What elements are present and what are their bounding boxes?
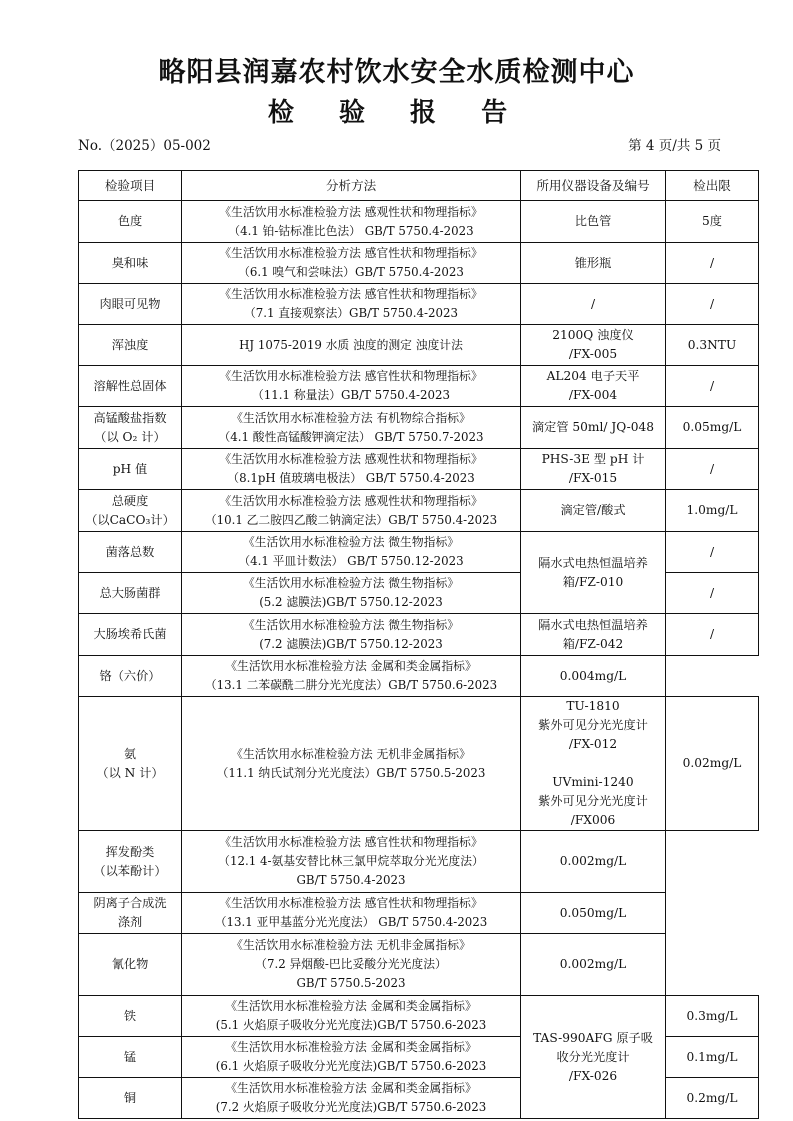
table-body	[79, 201, 759, 1119]
test-item-line: 铬（六价）	[99, 668, 161, 683]
detection-limit: /	[666, 243, 759, 284]
equipment-line: 滴定管 50ml/ JQ-048	[531, 420, 655, 434]
table-row	[79, 893, 759, 934]
analysis-method-line: 《生活饮用水标准检验方法 微生物指标》	[242, 535, 460, 549]
analysis-method-line: （12.1 4-氨基安替比林三氯甲烷萃取分光光度法）	[218, 854, 484, 868]
analysis-method-line: 《生活饮用水标准检验方法 金属和类金属指标》	[225, 999, 477, 1013]
detection-limit: /	[666, 614, 759, 656]
equipment	[521, 697, 666, 831]
equipment	[521, 490, 666, 532]
detection-limit: 0.3NTU	[666, 325, 759, 366]
equipment-line: 箱/FZ-042	[562, 636, 624, 651]
table-header-row	[79, 171, 759, 201]
analysis-method	[182, 532, 521, 573]
test-item	[79, 934, 182, 996]
test-item	[79, 407, 182, 449]
equipment	[521, 243, 666, 284]
analysis-method-line: （7.2 异烟酸-巴比妥酸分光光度法）	[255, 957, 447, 971]
table-row	[79, 366, 759, 407]
analysis-method-line: 《生活饮用水标准检验方法 感观性状和物理指标》	[219, 452, 483, 466]
table-row	[79, 697, 759, 831]
header-limit: 检出限	[666, 171, 759, 201]
header-item: 检验项目	[79, 171, 182, 201]
analysis-method-line: 《生活饮用水标准检验方法 感官性状和物理指标》	[219, 287, 483, 301]
test-item-line: （以苯酚计）	[93, 863, 167, 878]
equipment-line: /	[590, 296, 596, 311]
test-item-line: 总硬度	[111, 493, 149, 508]
test-item	[79, 325, 182, 366]
equipment-line: 隔水式电热恒温培养	[538, 555, 648, 570]
test-item-line: （以CaCO₃计）	[85, 512, 175, 527]
equipment-line: /FX-005	[568, 347, 618, 361]
equipment	[521, 614, 666, 656]
analysis-method-line: （7.1 直接观察法）GB/T 5750.4-2023	[243, 306, 459, 320]
analysis-method-line: 《生活饮用水标准检验方法 感官性状和物理指标》	[219, 835, 483, 849]
analysis-method-line: （11.1 纳氏试剂分光光度法）GB/T 5750.5-2023	[216, 765, 486, 780]
detection-limit: /	[666, 366, 759, 407]
detection-limit: 0.002mg/L	[521, 831, 666, 893]
analysis-method-line: 《生活饮用水标准检验方法 微生物指标》	[242, 576, 460, 590]
test-item	[79, 449, 182, 490]
test-methods-table	[78, 170, 759, 1119]
analysis-method-line: 《生活饮用水标准检验方法 感官性状和物理指标》	[219, 369, 483, 383]
table-row	[79, 831, 759, 893]
analysis-method-line: (5.1 火焰原子吸收分光光度法)GB/T 5750.6-2023	[215, 1018, 487, 1032]
equipment-line: /FX-026	[568, 1068, 618, 1083]
analysis-method-line: 《生活饮用水标准检验方法 感官性状和物理指标》	[219, 896, 483, 910]
test-item	[79, 656, 182, 697]
equipment-line: PHS-3E 型 pH 计	[541, 452, 645, 466]
test-item-line: 锰	[123, 1049, 137, 1064]
analysis-method-line: GB/T 5750.4-2023	[296, 873, 406, 887]
equipment	[521, 996, 666, 1119]
analysis-method-line: 《生活饮用水标准检验方法 无机非金属指标》	[231, 746, 471, 761]
analysis-method-line: （6.1 嗅气和尝味法）GB/T 5750.4-2023	[238, 265, 464, 279]
analysis-method-line: （10.1 乙二胺四乙酸二钠滴定法）GB/T 5750.4-2023	[204, 512, 498, 527]
test-item	[79, 996, 182, 1037]
test-item	[79, 1078, 182, 1119]
test-item	[79, 893, 182, 934]
equipment-line: 收分光光度计	[556, 1049, 630, 1064]
equipment-line: 锥形瓶	[574, 255, 612, 270]
test-item-line: （以 N 计）	[96, 765, 164, 780]
equipment-line	[523, 754, 663, 773]
detection-limit: 0.05mg/L	[666, 407, 759, 449]
equipment-line: 紫外可见分光光度计	[538, 718, 648, 732]
analysis-method-line: (5.2 滤膜法)GB/T 5750.12-2023	[259, 595, 443, 609]
detection-limit: 0.3mg/L	[666, 996, 759, 1037]
table-row	[79, 284, 759, 325]
test-item	[79, 697, 182, 831]
detection-limit: 0.2mg/L	[666, 1078, 759, 1119]
table-row	[79, 656, 759, 697]
equipment-line: TAS-990AFG 原子吸	[533, 1030, 653, 1045]
equipment-line: TU-1810	[566, 699, 620, 713]
test-item-line: （以 O₂ 计）	[94, 429, 166, 444]
analysis-method-line: 《生活饮用水标准检验方法 金属和类金属指标》	[225, 659, 477, 673]
equipment-line: /FX-015	[568, 471, 618, 485]
table-row	[79, 614, 759, 656]
equipment-line: AL204 电子天平	[546, 369, 640, 383]
equipment	[521, 201, 666, 243]
test-item-line: 溶解性总固体	[93, 378, 167, 393]
analysis-method	[182, 996, 521, 1037]
analysis-method	[182, 407, 521, 449]
test-item-line: 大肠埃希氏菌	[93, 627, 167, 641]
test-item-line: 浑浊度	[111, 337, 149, 352]
test-item	[79, 573, 182, 614]
test-item	[79, 201, 182, 243]
analysis-method-line: GB/T 5750.5-2023	[296, 976, 406, 990]
header-method: 分析方法	[182, 171, 521, 201]
test-item-line: 总大肠菌群	[99, 585, 161, 600]
test-item-line: 氨	[123, 746, 137, 761]
analysis-method-line: 《生活饮用水标准检验方法 微生物指标》	[242, 617, 460, 632]
equipment	[521, 449, 666, 490]
equipment-line: 箱/FZ-010	[562, 574, 624, 589]
test-item	[79, 532, 182, 573]
analysis-method	[182, 573, 521, 614]
table-row	[79, 996, 759, 1037]
analysis-method	[182, 614, 521, 656]
equipment-line: 比色管	[574, 214, 612, 228]
analysis-method-line: （4.1 平皿计数法） GB/T 5750.12-2023	[238, 554, 464, 568]
table-row	[79, 243, 759, 284]
analysis-method	[182, 656, 521, 697]
analysis-method-line: （8.1pH 值玻璃电极法） GB/T 5750.4-2023	[227, 471, 475, 485]
detection-limit: 0.1mg/L	[666, 1037, 759, 1078]
test-item-line: 挥发酚类	[105, 844, 155, 859]
detection-limit: /	[666, 532, 759, 573]
test-item-line: pH 值	[112, 461, 148, 476]
equipment-line: 紫外可见分光光度计	[538, 794, 648, 808]
test-item-line: 肉眼可见物	[99, 296, 161, 311]
report-title: 检 验 报 告	[267, 98, 526, 128]
test-item-line: 阴离子合成洗	[93, 896, 167, 910]
table-row	[79, 407, 759, 449]
analysis-method	[182, 1078, 521, 1119]
equipment-line: /FX-012	[568, 737, 618, 751]
test-item	[79, 831, 182, 893]
analysis-method-line: 《生活饮用水标准检验方法 无机非金属指标》	[231, 938, 471, 952]
table-row	[79, 934, 759, 996]
analysis-method	[182, 243, 521, 284]
analysis-method-line: （11.1 称量法）GB/T 5750.4-2023	[252, 388, 450, 402]
equipment-line: /FX006	[570, 813, 616, 827]
analysis-method-line: HJ 1075-2019 水质 浊度的测定 浊度计法	[239, 337, 463, 352]
analysis-method-line: 《生活饮用水标准检验方法 感官性状和物理指标》	[219, 246, 483, 260]
analysis-method-line: 《生活饮用水标准检验方法 有机物综合指标》	[231, 410, 471, 425]
detection-limit: 5度	[666, 201, 759, 243]
equipment	[521, 284, 666, 325]
table-row	[79, 490, 759, 532]
analysis-method	[182, 284, 521, 325]
test-item-line: 铁	[123, 1008, 137, 1023]
table-row	[79, 532, 759, 573]
test-item-line: 铜	[123, 1090, 137, 1105]
test-item	[79, 284, 182, 325]
detection-limit: /	[666, 449, 759, 490]
test-item-line: 色度	[117, 214, 143, 228]
analysis-method-line: （4.1 铂-钴标准比色法） GB/T 5750.4-2023	[228, 223, 474, 238]
table-row	[79, 201, 759, 243]
test-item-line: 臭和味	[111, 255, 149, 270]
test-item-line: 高锰酸盐指数	[93, 410, 167, 425]
analysis-method	[182, 449, 521, 490]
analysis-method-line: (7.2 滤膜法)GB/T 5750.12-2023	[259, 636, 443, 651]
test-item-line: 菌落总数	[105, 544, 155, 559]
equipment-line: /FX-004	[568, 388, 618, 402]
equipment-line: 隔水式电热恒温培养	[538, 617, 648, 632]
organization-title: 略阳县润嘉农村饮水安全水质检测中心	[158, 57, 635, 88]
equipment	[521, 532, 666, 614]
test-item	[79, 366, 182, 407]
analysis-method	[182, 490, 521, 532]
detection-limit: 0.02mg/L	[666, 697, 759, 831]
equipment	[521, 366, 666, 407]
header-equipment: 所用仪器设备及编号	[521, 171, 666, 201]
analysis-method	[182, 893, 521, 934]
analysis-method	[182, 201, 521, 243]
test-item	[79, 243, 182, 284]
analysis-method	[182, 934, 521, 996]
equipment	[521, 407, 666, 449]
analysis-method	[182, 325, 521, 366]
page-indicator: 第 4 页/共 5 页	[628, 138, 721, 154]
analysis-method-line: （4.1 酸性高锰酸钾滴定法） GB/T 5750.7-2023	[218, 429, 484, 444]
test-item	[79, 614, 182, 656]
report-number: No.（2025）05-002	[78, 138, 211, 154]
analysis-method-line: （13.1 亚甲基蓝分光光度法） GB/T 5750.4-2023	[214, 915, 488, 929]
table-row	[79, 325, 759, 366]
analysis-method	[182, 831, 521, 893]
analysis-method-line: (7.2 火焰原子吸收分光光度法)GB/T 5750.6-2023	[215, 1100, 487, 1114]
analysis-method-line: 《生活饮用水标准检验方法 金属和类金属指标》	[225, 1040, 477, 1054]
analysis-method-line: 《生活饮用水标准检验方法 感观性状和物理指标》	[219, 204, 483, 219]
analysis-method-line: (6.1 火焰原子吸收分光光度法)GB/T 5750.6-2023	[215, 1059, 487, 1073]
detection-limit: 0.002mg/L	[521, 934, 666, 996]
detection-limit: 0.050mg/L	[521, 893, 666, 934]
detection-limit: 1.0mg/L	[666, 490, 759, 532]
equipment-line: UVmini-1240	[552, 775, 634, 789]
table-row	[79, 449, 759, 490]
analysis-method	[182, 1037, 521, 1078]
detection-limit: /	[666, 284, 759, 325]
test-item	[79, 1037, 182, 1078]
analysis-method	[182, 366, 521, 407]
equipment-line: 2100Q 浊度仪	[552, 328, 634, 342]
equipment-line: 滴定管/酸式	[560, 503, 626, 517]
analysis-method-line: 《生活饮用水标准检验方法 金属和类金属指标》	[225, 1081, 477, 1095]
detection-limit: /	[666, 573, 759, 614]
analysis-method	[182, 697, 521, 831]
analysis-method-line: 《生活饮用水标准检验方法 感观性状和物理指标》	[219, 493, 483, 508]
detection-limit: 0.004mg/L	[521, 656, 666, 697]
analysis-method-line: （13.1 二苯碳酰二肼分光光度法）GB/T 5750.6-2023	[204, 678, 498, 692]
test-item-line: 涤剂	[117, 915, 143, 929]
test-item-line: 氰化物	[111, 957, 149, 971]
test-item	[79, 490, 182, 532]
equipment	[521, 325, 666, 366]
